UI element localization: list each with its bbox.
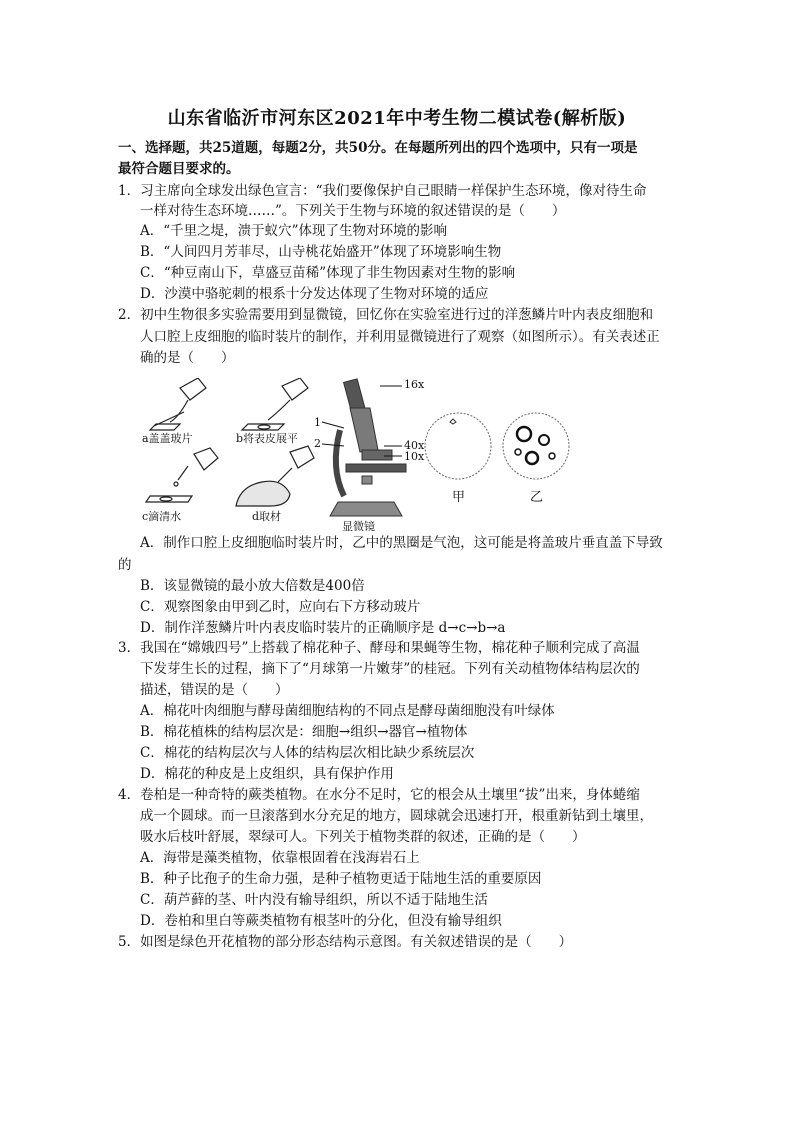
q2-stem-line-1: 2．初中生物很多实验需要用到显微镜，回忆你在实验室进行过的洋葱鳞片叶内表皮细胞和: [118, 307, 654, 323]
part-1-label: 1: [314, 416, 321, 429]
q2-option-d: D．制作洋葱鳞片叶内表皮临时装片的正确顺序是 d→c→b→a: [140, 620, 506, 636]
q3-stem-line-2: 下发芽生长的过程，摘下了“月球第一片嫩芽”的桂冠。下列有关动植物体结构层次的: [140, 661, 640, 677]
page-title: 山东省临沂市河东区2021年中考生物二模试卷(解析版): [167, 108, 627, 129]
q2-option-b: B．该显微镜的最小放大倍数是400倍: [140, 578, 365, 594]
microscope-figure: [140, 378, 580, 533]
objective-low-label: 10x: [404, 450, 425, 463]
q3-stem-line-1: 3．我国在“嫦娥四号”上搭载了棉花种子、酵母和果蝇等生物，棉花种子顺利完成了高温: [118, 640, 640, 656]
step-a-label: a盖盖玻片: [142, 432, 193, 445]
step-d-label: d取材: [252, 510, 282, 523]
objective-high-label: 40x: [404, 439, 425, 452]
section-heading: [118, 138, 678, 180]
view-b-drawing: [503, 413, 569, 479]
q3-option-c: C．棉花的结构层次与人体的结构层次相比缺少系统层次: [140, 745, 475, 761]
q2-option-a-continued: 的: [118, 557, 132, 573]
q3-stem-line-3: 描述，错误的是（ ）: [140, 682, 289, 698]
eyepiece-label: 16x: [404, 378, 425, 391]
q5-stem-line-1: 5．如图是绿色开花植物的部分形态结构示意图。有关叙述错误的是（ ）: [118, 934, 573, 950]
step-b-label: b将表皮展平: [236, 432, 299, 445]
q3-option-a: A．棉花叶肉细胞与酵母菌细胞结构的不同点是酵母菌细胞没有叶绿体: [140, 703, 555, 719]
q4-stem-line-1: 4．卷柏是一种奇特的蕨类植物。在水分不足时，它的根会从土壤里“拔”出来，身体蜷缩: [118, 787, 640, 803]
q2-option-a: A．制作口腔上皮细胞临时装片时，乙中的黑圈是气泡，这可能是将盖玻片垂直盖下导致: [140, 535, 663, 551]
q2-stem-line-3: 确的是（ ）: [140, 350, 235, 366]
part-2-label: 2: [314, 437, 321, 450]
q1-stem-line-2: 一样对待生态环境……”。下列关于生物与环境的叙述错误的是（ ）: [140, 203, 566, 219]
step-b-drawing: [242, 378, 308, 430]
q2-stem-line-2: 人口腔上皮细胞的临时装片的制作，并利用显微镜进行了观察（如图所示）。有关表述正: [140, 329, 660, 345]
q4-option-b: B．种子比孢子的生命力强，是种子植物更适于陆地生活的重要原因: [140, 871, 542, 887]
q3-option-d: D．棉花的种皮是上皮组织，具有保护作用: [140, 766, 394, 782]
microscope-label: 显微镜: [342, 520, 375, 533]
step-a-drawing: [150, 378, 206, 430]
q4-option-d: D．卷柏和里白等蕨类植物有根茎叶的分化，但没有输导组织: [140, 913, 502, 929]
q1-option-c: C．“种豆南山下，草盛豆苗稀”体现了非生物因素对生物的影响: [140, 265, 516, 281]
step-c-drawing: [146, 448, 218, 502]
q1-stem-line-1: 1．习主席向全球发出绿色宣言：“我们要像保护自己眼睛一样保护生态环境，像对待生命: [118, 183, 647, 199]
q1-option-b: B．“人间四月芳菲尽，山寺桃花始盛开”体现了环境影响生物: [140, 244, 502, 260]
q4-stem-line-2: 成一个圆球。而一旦滚落到水分充足的地方，圆球就会迅速打开，根重新钻到土壤里，: [140, 808, 653, 824]
microscope-drawing: [322, 379, 406, 516]
view-a-label: 甲: [452, 490, 466, 505]
q4-stem-line-3: 吸水后枝叶舒展，翠绿可人。下列关于植物类群的叙述，正确的是（ ）: [140, 829, 586, 845]
q4-option-c: C．葫芦藓的茎、叶内没有输导组织，所以不适于陆地生活: [140, 892, 488, 908]
q2-option-c: C．观察图象由甲到乙时，应向右下方移动玻片: [140, 599, 421, 615]
step-c-label: c滴清水: [142, 510, 182, 523]
q4-option-a: A．海带是藻类植物，依靠根固着在浅海岩石上: [140, 850, 420, 866]
q1-option-d: D．沙漠中骆驼刺的根系十分发达体现了生物对环境的适应: [140, 286, 489, 302]
q3-option-b: B．棉花植株的结构层次是：细胞→组织→器官→植物体: [140, 724, 468, 740]
view-a-drawing: [425, 413, 491, 479]
q1-option-a: A．“千里之堤，溃于蚁穴”体现了生物对环境的影响: [140, 223, 448, 239]
section-heading-line-2: 最符合题目要求的。: [118, 161, 240, 177]
view-b-label: 乙: [530, 490, 544, 505]
step-d-drawing: [236, 446, 314, 506]
section-heading-line-1: 一、选择题，共25道题，每题2分，共50分。在每题所列出的四个选项中，只有一项是: [118, 140, 638, 156]
figure-drawings: [140, 378, 580, 533]
